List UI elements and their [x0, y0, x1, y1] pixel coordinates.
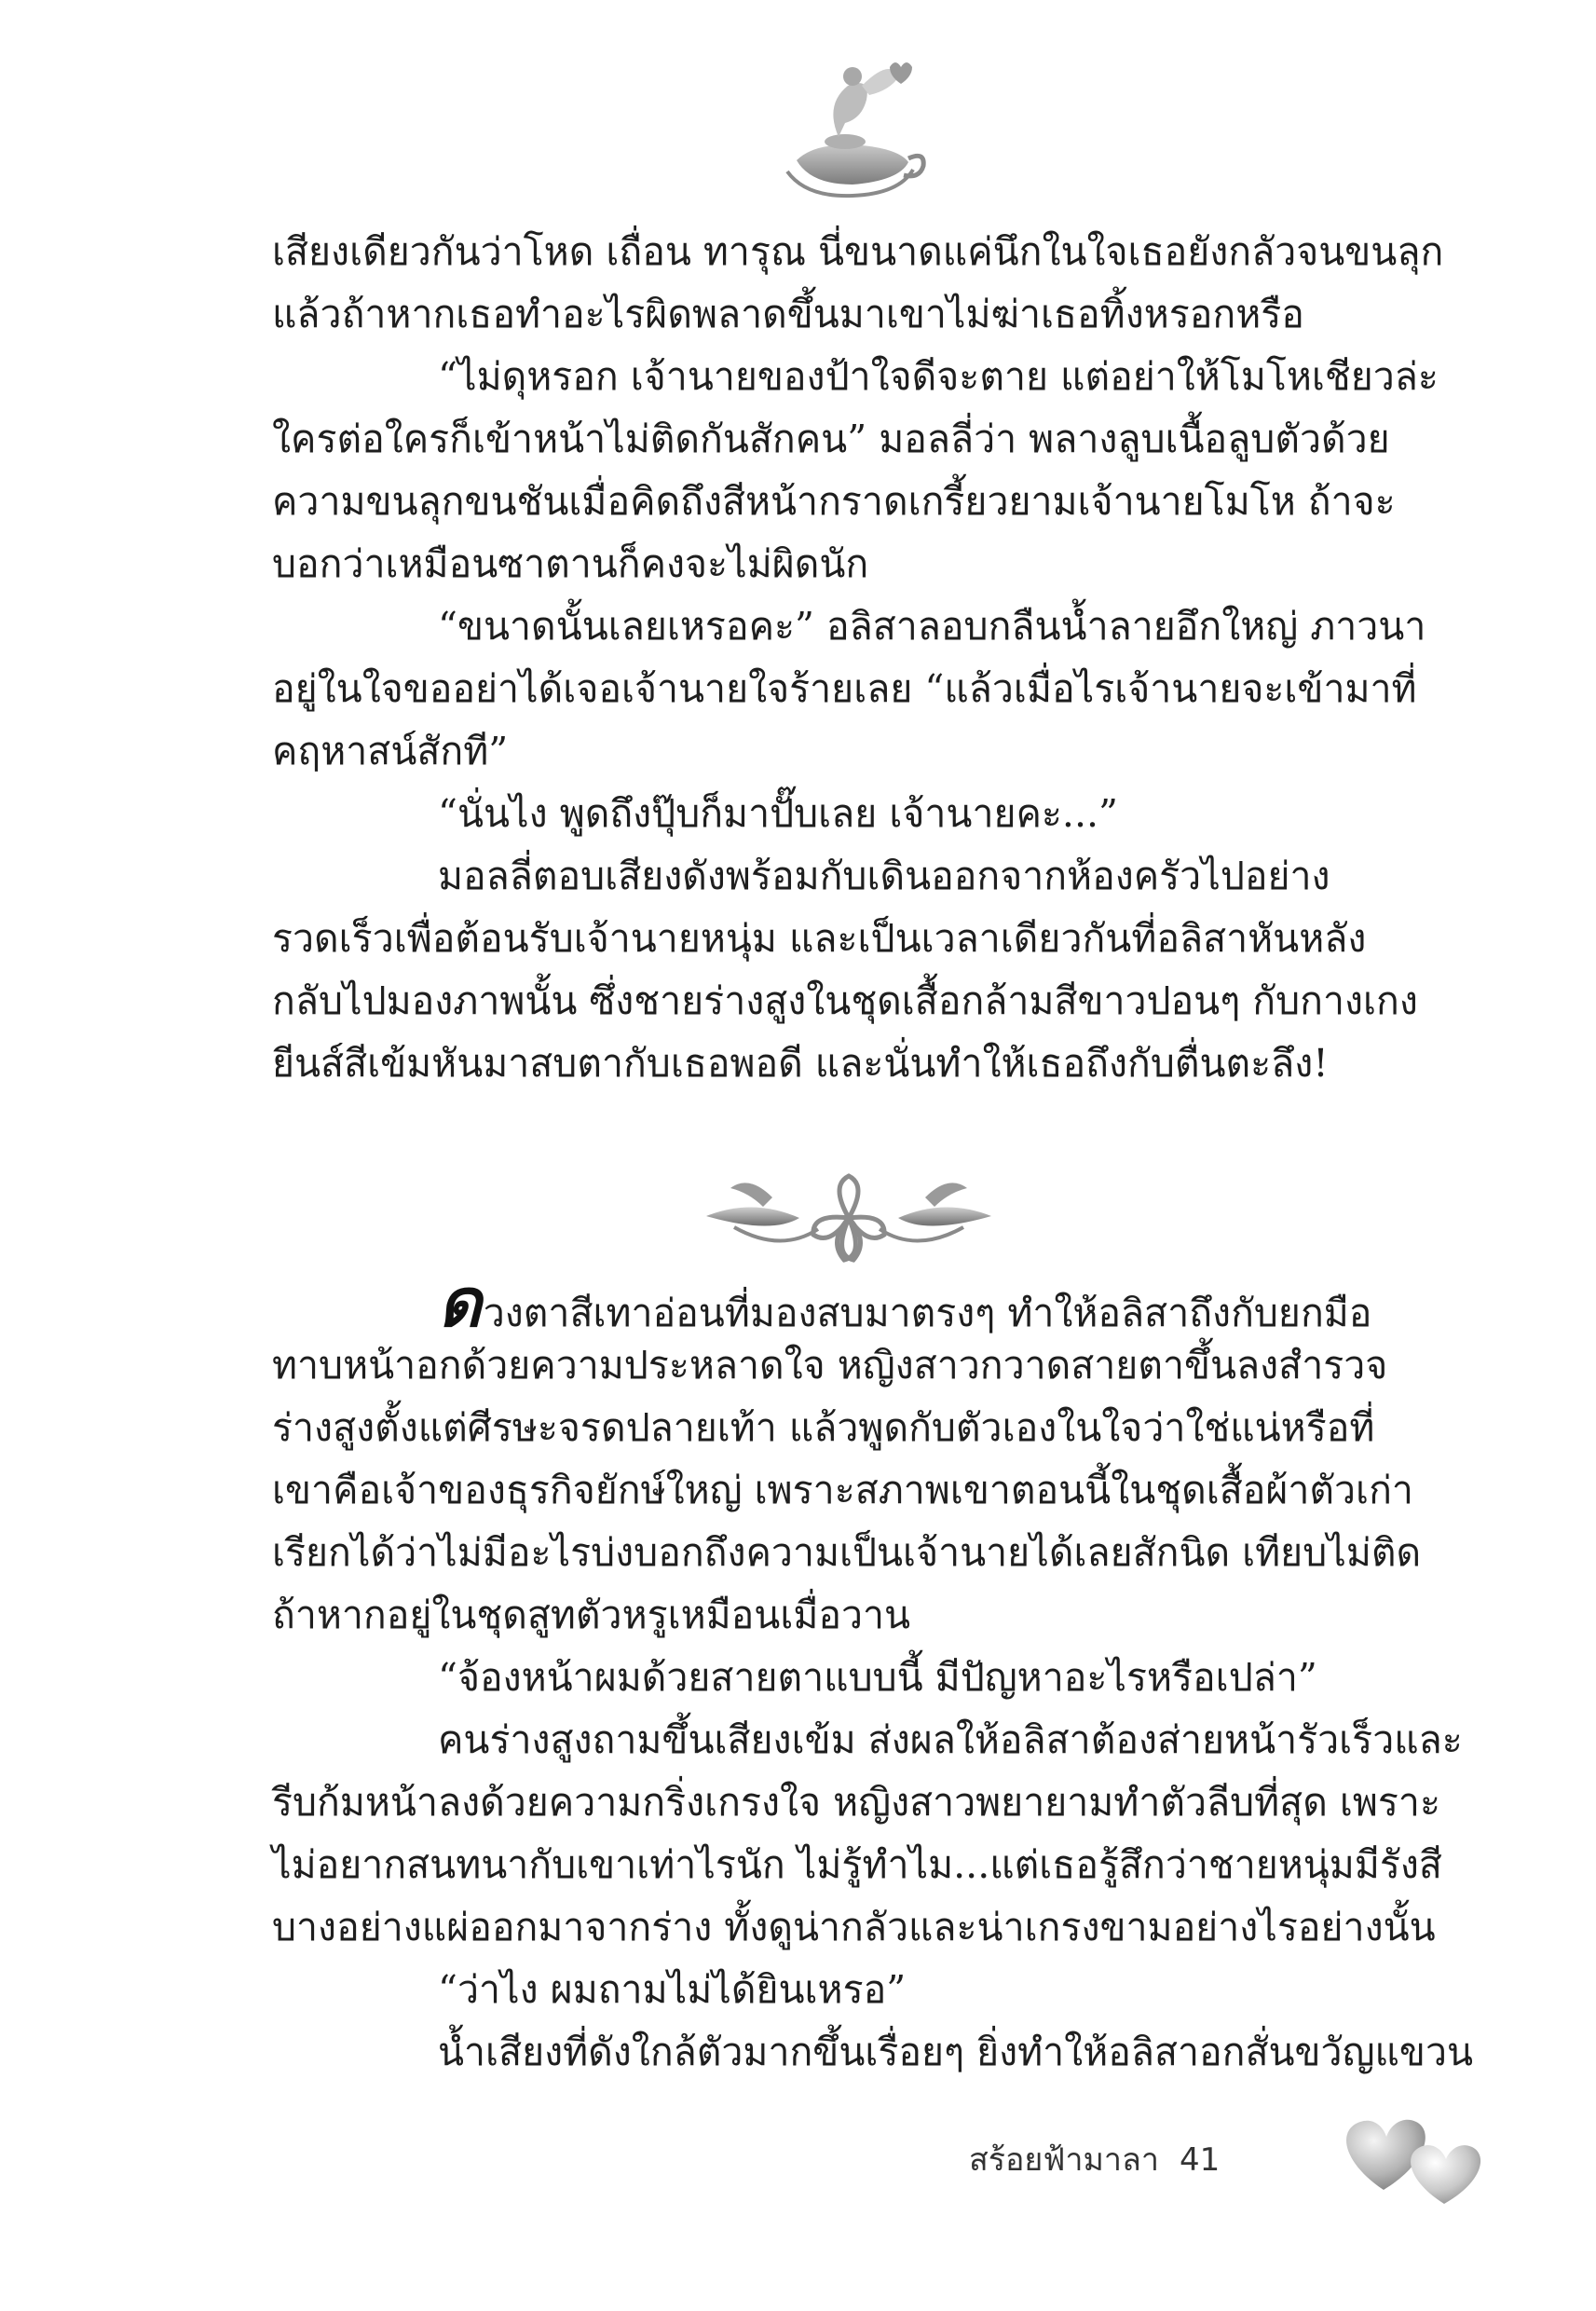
text-line: ความขนลุกขนชันเมื่อคิดถึงสีหน้ากราดเกรี้ยวยามเจ้านายโมโห ถ้าจะ [272, 479, 1396, 524]
text-line: ใครต่อใครก็เข้าหน้าไม่ติดกันสักคน” มอลลี่ว่า พลางลูบเนื้อลูบตัวด้วย [272, 417, 1390, 461]
text-line: รวดเร็วเพื่อต้อนรับเจ้านายหนุ่ม และเป็นเวลาเดียวกันที่อลิสาหันหลัง [272, 916, 1367, 961]
text-line: “จ้องหน้าผมด้วยสายตาแบบนี้ มีปัญหาอะไรหรือเปล่า” [438, 1655, 1317, 1700]
text-line: เรียกได้ว่าไม่มีอะไรบ่งบอกถึงความเป็นเจ้านายได้เลยสักนิด เทียบไม่ติด [272, 1530, 1422, 1575]
text-line: ยีนส์สีเข้มหันมาสบตากับเธอพอดี และนั่นทำให้เธอถึงกับตื่นตะลึง! [272, 1041, 1329, 1086]
page-number: 41 [1179, 2141, 1221, 2179]
text-line: “ขนาดนั้นเลยเหรอคะ” อลิสาลอบกลืนน้ำลายอึกใหญ่ ภาวนา [438, 604, 1426, 649]
text-line: “ไม่ดุหรอก เจ้านายของป้าใจดีจะตาย แต่อย่าให้โมโหเชียวล่ะ [438, 354, 1439, 399]
floral-divider-icon [697, 1160, 1001, 1281]
text-line: เสียงเดียวกันว่าโหด เถื่อน ทารุณ นี่ขนาดแค่นึกในใจเธอยังกลัวจนขนลุก [272, 229, 1444, 274]
text-line: อยู่ในใจขออย่าได้เจอเจ้านายใจร้ายเลย “แล้วเมื่อไรเจ้านายจะเข้ามาที่ [272, 666, 1417, 711]
text-line: กลับไปมองภาพนั้น ซึ่งชายร่างสูงในชุดเสื้อกล้ามสีขาวปอนๆ กับกางเกง [272, 978, 1418, 1023]
text-line: ทาบหน้าอกด้วยความประหลาดใจ หญิงสาวกวาดสายตาขึ้นลงสำรวจ [272, 1343, 1388, 1388]
text-line: รีบก้มหน้าลงด้วยความกริ่งเกรงใจ หญิงสาวพยายามทำตัวลีบที่สุด เพราะ [272, 1780, 1440, 1825]
text-line-first [272, 1264, 1416, 1342]
text-line: ไม่อยากสนทนากับเขาเท่าไรนัก ไม่รู้ทำไม...แต่เธอรู้สึกว่าชายหนุ่มมีรังสี [272, 1842, 1442, 1887]
text-line: คฤหาสน์สักที” [272, 729, 509, 773]
text-line: เขาคือเจ้าของธุรกิจยักษ์ใหญ่ เพราะสภาพเขาตอนนี้ในชุดเสื้อผ้าตัวเก่า [272, 1468, 1413, 1512]
text-line: น้ำเสียงที่ดังใกล้ตัวมากขึ้นเรื่อยๆ ยิ่งทำให้อลิสาอกสั่นขวัญแขวน [438, 2030, 1474, 2074]
text-line: ร่างสูงตั้งแต่ศีรษะจรดปลายเท้า แล้วพูดกับตัวเองในใจว่าใช่แน่หรือที่ [272, 1405, 1375, 1450]
text-line: ถ้าหากอยู่ในชุดสูทตัวหรูเหมือนเมื่อวาน [272, 1593, 911, 1637]
text-line: คนร่างสูงถามขึ้นเสียงเข้ม ส่งผลให้อลิสาต้องส่ายหน้ารัวเร็วและ [438, 1717, 1463, 1762]
text-line: แล้วถ้าหากเธอทำอะไรผิดพลาดขึ้นมาเขาไม่ฆ่าเธอทิ้งหรอกหรือ [272, 292, 1304, 336]
drop-cap: ด [438, 1264, 482, 1342]
text-line-rest: วงตาสีเทาอ่อนที่มองสบมาตรงๆ ทำให้อลิสาถึงกับยกมือ [483, 1291, 1372, 1335]
text-line: บางอย่างแผ่ออกมาจากร่าง ทั้งดูน่ากลัวและน่าเกรงขามอย่างไรอย่างนั้น [272, 1905, 1436, 1949]
book-title: สร้อยฟ้ามาลา [969, 2141, 1159, 2179]
text-line: บอกว่าเหมือนซาตานก็คงจะไม่ผิดนัก [272, 541, 869, 586]
cupid-teapot-ornament-icon [759, 48, 927, 207]
text-line: “ว่าไง ผมถามไม่ได้ยินเหรอ” [438, 1967, 907, 2012]
text-block-1 [272, 221, 1444, 1095]
text-block-2 [272, 1264, 1474, 2084]
text-line: มอลลี่ตอบเสียงดังพร้อมกับเดินออกจากห้องครัวไปอย่าง [438, 854, 1330, 898]
hearts-icon [1332, 2101, 1509, 2213]
page-footer [969, 2134, 1220, 2184]
text-line: “นั่นไง พูดถึงปุ๊บก็มาปั๊บเลย เจ้านายคะ...” [438, 791, 1118, 836]
